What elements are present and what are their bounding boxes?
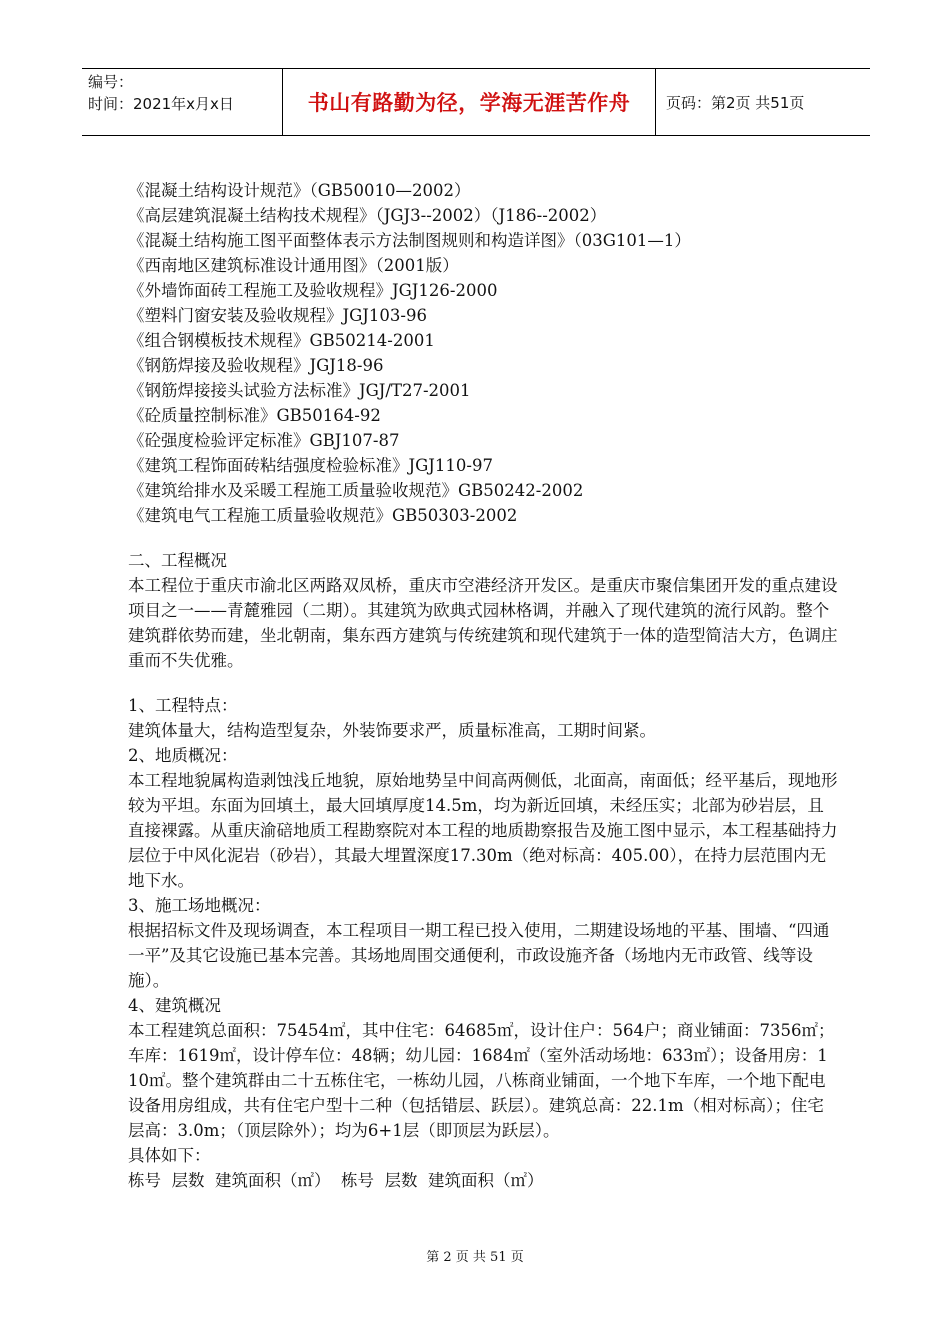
page-footer: 第 2 页 共 51 页 [426, 1250, 524, 1265]
site-paragraph: 根据招标文件及现场调查，本工程项目一期工程已投入使用，二期建设场地的平基、围墙、“四通一平”及其它设施已基本完善。其场地周围交通便利，市政设施齐备（场地内无市政管、线等设施）。 [128, 921, 830, 990]
standard-item: 《钢筋焊接及验收规程》JGJ18-96 [128, 356, 384, 375]
standards-list [128, 178, 838, 528]
standard-item: 《混凝土结构设计规范》（GB50010—2002） [128, 181, 471, 200]
header-page-label: 页码：第2页 共51页 [666, 93, 805, 112]
document-header [82, 68, 870, 136]
header-motto: 书山有路勤为径，学海无涯苦作舟 [282, 69, 656, 135]
standard-item: 《砼强度检验评定标准》GBJ107-87 [128, 431, 400, 450]
geology-heading: 2、地质概况： [128, 746, 238, 765]
building-heading: 4、建筑概况 [128, 996, 221, 1015]
features-heading: 1、工程特点： [128, 696, 238, 715]
document-body [128, 178, 838, 1193]
standard-item: 《建筑给排水及采暖工程施工质量验收规范》GB50242-2002 [128, 481, 584, 500]
building-paragraph: 本工程建筑总面积：75454㎡，其中住宅：64685㎡，设计住户：564户；商业铺面：7356㎡；车库：1619㎡，设计停车位：48辆；幼儿园：1684㎡（室外活动场地：633㎡）；设备用房：110㎡。整个建筑群由二十五栋住宅，一栋幼儿园，八栋商业铺面，一个地下车库，一个地下配电设备用房组成，共有住宅户型十二种（包括错层、跃层）。建筑总高：22.1m（相对标高）；住宅层高：3.0m；（顶层除外）；均为6+1层（即顶层为跃层）。 [128, 1021, 835, 1140]
standard-item: 《西南地区建筑标准设计通用图》（2001版） [128, 256, 459, 275]
section-heading: 二、工程概况 [128, 551, 227, 570]
standard-item: 《混凝土结构施工图平面整体表示方法制图规则和构造详图》（03G101—1） [128, 231, 691, 250]
standard-item: 《塑料门窗安装及验收规程》JGJ103-96 [128, 306, 427, 325]
detail-label: 具体如下： [128, 1146, 211, 1165]
table-header-row: 栋号 层数 建筑面积（㎡） 栋号 层数 建筑面积（㎡） [128, 1171, 544, 1190]
geology-paragraph: 本工程地貌属构造剥蚀浅丘地貌，原始地势呈中间高两侧低，北面高，南面低；经平基后，现地形较为平坦。东面为回填土，最大回填厚度14.5m，均为新近回填，未经压实；北部为砂岩层，且直接裸露。从重庆渝碚地质工程勘察院对本工程的地质勘察报告及施工图中显示，本工程基础持力层位于中风化泥岩（砂岩），其最大埋置深度17.30m（绝对标高：405.00），在持力层范围内无地下水。 [128, 771, 838, 890]
standard-item: 《建筑工程饰面砖粘结强度检验标准》JGJ110-97 [128, 456, 493, 475]
standard-item: 《建筑电气工程施工质量验收规范》GB50303-2002 [128, 506, 518, 525]
project-intro-paragraph: 本工程位于重庆市渝北区两路双凤桥，重庆市空港经济开发区。是重庆市聚信集团开发的重点建设项目之一——青麓雅园（二期）。其建筑为欧典式园林格调，并融入了现代建筑的流行风韵。整个建筑群依势而建，坐北朝南，集东西方建筑与传统建筑和现代建筑于一体的造型简洁大方，色调庄重而不失优雅。 [128, 576, 838, 670]
site-heading: 3、施工场地概况： [128, 896, 271, 915]
document-date-label: 时间：2021年x月x日 [88, 95, 234, 113]
standard-item: 《高层建筑混凝土结构技术规程》（JGJ3--2002）（J186--2002） [128, 206, 607, 225]
standard-item: 《组合钢模板技术规程》GB50214-2001 [128, 331, 435, 350]
features-paragraph: 建筑体量大，结构造型复杂，外装饰要求严，质量标准高，工期时间紧。 [128, 721, 656, 740]
standard-item: 《砼质量控制标准》GB50164-92 [128, 406, 381, 425]
standard-item: 《外墙饰面砖工程施工及验收规程》JGJ126-2000 [128, 281, 498, 300]
header-meta [82, 69, 282, 135]
standard-item: 《钢筋焊接接头试验方法标准》JGJ/T27-2001 [128, 381, 471, 400]
document-number-label: 编号： [88, 73, 134, 91]
